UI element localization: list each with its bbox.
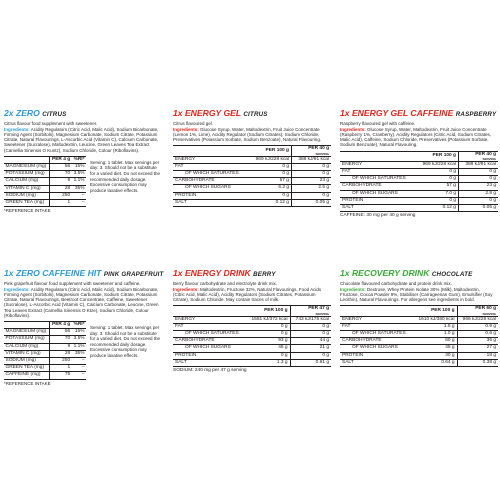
nutrient-value-2: 2.8 g (458, 190, 498, 197)
nutrient-value-2: 21 g (290, 345, 331, 352)
nutrient-value: 1.3 g (246, 359, 290, 366)
nutrient-value-2: 388 kJ/91 kcal (458, 161, 498, 168)
product-energy-gel-citrus (173, 108, 331, 207)
nutrient-value: 9 (49, 178, 71, 185)
nutrient-value: 0 g (249, 192, 292, 199)
nutrient-label: OF WHICH SATURATES (173, 170, 249, 177)
product-zero-citrus (4, 108, 162, 213)
table-row (4, 192, 86, 199)
header-per-serving: PER 40 g SERVING (291, 146, 331, 156)
nutrient-label: OF WHICH SUGARS (173, 185, 249, 192)
table-header (340, 151, 498, 161)
nutrient-value-2: – (72, 192, 86, 199)
table-row (4, 365, 86, 372)
ingredients-list: Acidity Regulators (Citric Acid, Malic Acid), Sodium Bicarbonate, Firming Agent (Sorbitols), Magnesium Carbonate, Sodium Citrate, Potassium Citrate, Natural Flavourings, Beetroot Concentrate, Caffeine, Sweetener (Sucralose), L-Ascorbic Acid (Vitamin C), Calcium Carbonate, Leucine, Green Tea Leaves Extract (Camellia Sinensis O Ktze), Sodium Chloride, Colour (Riboflavins). (4, 286, 159, 318)
table-row (4, 357, 86, 364)
product-energy-gel-caffeine-raspberry (340, 108, 498, 218)
nutrient-value-2: 23 g (291, 178, 331, 185)
nutrient-value: 7.0 g (416, 190, 459, 197)
reference-intake-note: *REFERENCE INTAKE (4, 380, 51, 386)
header-per-serving: PER 47 g SERVING (290, 306, 331, 316)
product-recovery-drink-chocolate (340, 268, 498, 367)
table-row (340, 330, 498, 337)
nutrient-value: 56 (49, 329, 71, 336)
nutrient-value-2: – (72, 357, 86, 364)
product-quantity: 2x (4, 108, 14, 118)
nutrition-rows (340, 316, 498, 366)
product-title (4, 108, 162, 120)
nutrient-value: 75 (49, 372, 71, 379)
table-row (340, 197, 498, 204)
nutrient-value-2: 0.38 g (457, 359, 498, 366)
nutrient-label: ENERGY (173, 316, 246, 323)
nutrient-label: GREEN TEA (mg) (4, 365, 49, 372)
nutrient-value: 0.12 g (249, 199, 292, 206)
nutrient-value: 969 kJ/228 kcal (249, 156, 292, 163)
nutrient-label: OF WHICH SATURATES (340, 176, 416, 183)
nutrition-table (340, 151, 498, 213)
nutrient-label: MAGNESIUM (mg) (4, 329, 49, 336)
product-title (340, 268, 498, 280)
nutrient-label: CAFFEINE (mg) (4, 372, 49, 379)
nutrient-label: MAGNESIUM (mg) (4, 163, 49, 170)
product-name: ENERGY GEL (184, 108, 241, 118)
product-name: ENERGY DRINK (184, 268, 251, 278)
nutrient-label: SODIUM (mg) (4, 192, 49, 199)
table-row (173, 359, 331, 366)
nutrient-label: OF WHICH SUGARS (340, 345, 413, 352)
ingredients-list: Dextrose, Whey Protein Isolate 30% (Milk), Maltodextrin, Fructose, Cocoa Powder 9%, Stabiliser (Carrageenan Gum), Emulsifier (Soy Lecithin), Natural Flavourings. For allergens see ingredients in bold. (340, 286, 493, 303)
product-quantity: 1x (4, 268, 14, 278)
nutrient-label: PROTEIN (340, 352, 413, 359)
ingredients-list: Acidity Regulators (Citric Acid, Malic Acid), Sodium Bicarbonate, Firming Agent (Sorbitols), Magnesium Carbonate, Sodium Citrate, Potassium Citrate, Natural Flavourings, L-Ascorbic Acid (Vitamin C), Calcium Carbonate, Sweetener (Sucralose), Maltodextrin, Leucine, Green Leaves Tea Extract (Camellia Sinensis O Kuntz), Sodium Chloride, Colour (Riboflavins). (4, 126, 159, 153)
ingredients-list: Glucose Syrup, Water, Maltodextrin, Fruit Juice Concentrate (Raspberry 1%, Cranberry), Acidity Regulators (Citric Acid, Sodium Citrates, Malic Acid), Caffeine, Sodium Chloride, Preservatives (Potassium Sorbate, Sodium Benzoate), Natural Flavouring. (340, 126, 492, 148)
product-subname: CAFFEINE (410, 108, 454, 118)
table-row (173, 192, 331, 199)
table-row (173, 330, 331, 337)
nutrient-value: 1 (49, 199, 71, 206)
nutrient-value: 0 g (249, 163, 292, 170)
serving-suggestion: Serving: 1 tablet. Max servings per day: 3. Should not be a substitute for a varied diet. Do not exceed the recommended daily dosage. Excessive consumption may produce laxative effects. (90, 159, 161, 193)
header-per-100g: PER 100 g (416, 151, 459, 161)
table-header (173, 306, 331, 316)
nutrient-value: 60 g (413, 338, 457, 345)
nutrient-value: 1 (49, 365, 71, 372)
nutrient-label: CALCIUM (mg) (4, 178, 49, 185)
nutrient-value: 45 g (246, 345, 290, 352)
nutrient-value: 45 g (413, 345, 457, 352)
product-name: ENERGY GEL (351, 108, 408, 118)
ingredients-text (173, 287, 331, 303)
table-row (340, 176, 498, 183)
product-quantity: 1x (340, 268, 350, 278)
table-row (173, 178, 331, 185)
product-title (173, 268, 331, 280)
table-row (173, 338, 331, 345)
nutrient-label: OF WHICH SUGARS (340, 190, 416, 197)
header-per-serving: PER 4 g (49, 321, 71, 328)
nutrient-value-2: 0.61 g (290, 359, 331, 366)
nutrient-value: 1.5 g (413, 323, 457, 330)
nutrient-value: 0 g (416, 168, 459, 175)
nutrient-label: OF WHICH SATURATES (173, 330, 246, 337)
product-name: ZERO (15, 108, 40, 118)
nutrient-value-2: 44 g (290, 338, 331, 345)
nutrient-label: SALT (340, 204, 416, 211)
table-row (340, 190, 498, 197)
table-row (173, 323, 331, 330)
product-zero-caffeine-hit (4, 268, 162, 386)
ingredients-text (4, 127, 162, 153)
ingredients-label: Ingredients: (4, 126, 30, 132)
nutrient-label: PROTEIN (340, 197, 416, 204)
nutrition-table (340, 305, 498, 367)
nutrient-value-2: 1.1% (73, 343, 85, 349)
nutrient-value-2: 3.5% (73, 336, 85, 342)
product-description: Citrus flavoured gel. (173, 121, 214, 126)
product-title (173, 108, 331, 120)
ingredients-label: Ingredients: (173, 126, 199, 132)
table-header (173, 146, 331, 156)
nutrient-value: 0.64 g (413, 359, 457, 366)
table-row (340, 183, 498, 190)
nutrient-value-2: 0 g (290, 330, 331, 337)
ingredients-text (4, 287, 162, 318)
product-flavour: RASPBERRY (455, 111, 497, 118)
header-ri: %RI* (73, 156, 85, 162)
nutrient-label: SALT (340, 359, 413, 366)
nutrient-label: FAT (173, 323, 246, 330)
product-name: RECOVERY DRINK (351, 268, 430, 278)
nutrient-label: PROTEIN (173, 352, 246, 359)
product-name: ZERO (15, 268, 40, 278)
nutrient-label: GREEN TEA (mg) (4, 199, 49, 206)
nutrient-label: CALCIUM (mg) (4, 343, 49, 350)
mineral-table (4, 321, 86, 380)
table-row (4, 372, 86, 379)
nutrient-label: PROTEIN (173, 192, 249, 199)
header-ri: %RI* (73, 321, 85, 327)
nutrient-label: CARBOHYDRATE (173, 178, 249, 185)
ingredients-list: Maltodextrin, Fructose 32%, Natural Flavourings, Food Acids (Citric Acid, Malic Acid), Acidity Regulators (Sodium Citrates, Potassium Citrate), Sodium Chloride. May contain traces of milk. (173, 286, 322, 303)
nutrient-value: 9 (49, 343, 71, 350)
nutrient-label: FAT (173, 163, 249, 170)
header-per-serving: PER 40 g SERVING (458, 151, 498, 161)
nutrient-value-2: 35% (72, 185, 86, 192)
nutrient-value-2: 0.05 g (458, 204, 498, 211)
product-description: Raspberry flavoured gel with caffeine. (340, 121, 416, 126)
nutrient-label: OF WHICH SUGARS (173, 345, 246, 352)
table-row (340, 161, 498, 168)
sodium-footnote: SODIUM: 240 mg per 47 g serving (173, 367, 247, 373)
table-row (340, 359, 498, 366)
ingredients-text (340, 287, 498, 303)
nutrient-label: CARBOHYDRATE (340, 183, 416, 190)
nutrient-label: VITAMIN C (mg) (4, 350, 49, 357)
header-per-100g: PER 100 g (413, 306, 457, 316)
table-header (340, 306, 498, 316)
table-row (4, 336, 86, 343)
nutrient-value: 56 (49, 163, 71, 170)
table-row (340, 168, 498, 175)
product-flavour: CITRUS (243, 111, 268, 118)
nutrient-value-2: 0 g (458, 197, 498, 204)
table-row (173, 316, 331, 323)
header-per-100g: PER 100 g (249, 146, 292, 156)
nutrient-value-2: 0 g (291, 170, 331, 177)
table-row (340, 338, 498, 345)
nutrient-value-2: 743 kJ/175 kcal (290, 316, 331, 323)
serving-suggestion: Serving: 1 tablet. Max servings per day: 3. Should not be a substitute for a varied diet. Do not exceed the recommended daily dosage. Excessive consumption may produce laxative effects. (90, 324, 161, 358)
nutrient-value: 0 g (246, 352, 290, 359)
table-row (173, 199, 331, 206)
ingredients-text (340, 127, 498, 148)
product-description: Pink grapefruit flavour food supplement with sweetener and caffeine. (4, 281, 141, 286)
nutrient-value: 0 g (249, 170, 292, 177)
nutrient-value-2: 0 g (291, 192, 331, 199)
nutrient-label: POTASSIUM (mg) (4, 336, 49, 343)
nutrient-value: 0 g (416, 197, 459, 204)
nutrient-label: FAT (340, 168, 416, 175)
nutrient-value: 250 (49, 192, 71, 199)
nutrient-value-2: 18 g (457, 352, 498, 359)
nutrient-value-2: 23 g (458, 183, 498, 190)
mineral-table-wrap (4, 156, 162, 207)
nutrient-label: POTASSIUM (mg) (4, 171, 49, 178)
nutrient-value-2: 0 g (290, 323, 331, 330)
nutrient-value: 30 g (413, 352, 457, 359)
nutrient-value-2: 0 g (290, 352, 331, 359)
nutrient-label: ENERGY (340, 316, 413, 323)
product-subname: CAFFEINE HIT (42, 268, 102, 278)
nutrient-value: 1.0 g (413, 330, 457, 337)
product-quantity: 1x (173, 108, 183, 118)
ingredients-label: Ingredients: (340, 126, 366, 132)
nutrient-label: FAT (340, 323, 413, 330)
nutrient-value: 28 (49, 185, 71, 192)
nutrition-rows (340, 161, 498, 211)
nutrient-value: 1581 kJ/372 kcal (246, 316, 290, 323)
table-row (173, 170, 331, 177)
nutrient-value-2: 0.05 g (291, 199, 331, 206)
ingredients-label: Ingredients: (173, 286, 199, 292)
table-row (340, 204, 498, 211)
ingredients-label: Ingredients: (340, 286, 366, 292)
nutrient-value-2: 0 g (458, 176, 498, 183)
product-flavour: CITRUS (42, 111, 67, 118)
table-row (173, 156, 331, 163)
nutrient-value-2: 966 kJ/228 kcal (457, 316, 498, 323)
nutrient-label: ENERGY (173, 156, 249, 163)
nutrient-value-2: 15% (72, 329, 86, 336)
nutrient-value-2: 36 g (457, 338, 498, 345)
ingredients-list: Glucose Syrup, Water, Maltodextrin, Fruit Juice Concentrate (Lemon 1%, Lime), Acidity Regulator (Sodium Citrates), Sodium Chloride, Preservatives (Potassium Sorbate, Sodium Benzoate), Natural Flavouring. (173, 126, 322, 143)
nutrient-label: SALT (173, 199, 249, 206)
product-quantity: 1x (173, 268, 183, 278)
nutrient-value-2: – (72, 199, 86, 206)
nutrient-label: CARBOHYDRATE (340, 338, 413, 345)
table-row (4, 185, 86, 192)
table-row (340, 345, 498, 352)
table-row (340, 323, 498, 330)
nutrient-value: 28 (49, 350, 71, 357)
nutrient-value: 0 g (246, 323, 290, 330)
table-row (173, 352, 331, 359)
mineral-table-wrap (4, 321, 162, 380)
nutrient-value: 6.2 g (249, 185, 292, 192)
nutrient-value: 93 g (246, 338, 290, 345)
product-flavour: CHOCOLATE (431, 271, 473, 278)
nutrient-label: VITAMIN C (mg) (4, 185, 49, 192)
table-row (4, 343, 86, 350)
product-flavour: PINK GRAPEFRUIT (103, 271, 164, 278)
header-per-serving: PER 60 g SERVING (457, 306, 498, 316)
ingredients-text (173, 127, 331, 143)
nutrient-value-2: 15% (72, 163, 86, 170)
nutrient-value: 1610 kJ/380 kcal (413, 316, 457, 323)
table-row (173, 345, 331, 352)
nutrient-value-2: – (72, 365, 86, 372)
product-description: Citrus flavour food supplement with sweetener. (4, 121, 98, 126)
nutrient-value: 0 g (416, 176, 459, 183)
nutrition-table (173, 145, 331, 207)
nutrient-label: OF WHICH SATURATES (340, 330, 413, 337)
nutrient-label: ENERGY (340, 161, 416, 168)
nutrient-value-2: 27 g (457, 345, 498, 352)
nutrient-label: CARBOHYDRATE (173, 338, 246, 345)
nutrient-value: 57 g (416, 183, 459, 190)
ingredients-label: Ingredients: (4, 286, 30, 292)
product-energy-drink-berry (173, 268, 331, 373)
nutrient-value-2: 2.5 g (291, 185, 331, 192)
table-row (173, 185, 331, 192)
nutrient-value-2: 0.6 g (457, 330, 498, 337)
nutrition-table (173, 305, 331, 367)
table-header (4, 321, 86, 328)
product-quantity: 1x (340, 108, 350, 118)
nutrient-label: SALT (173, 359, 246, 366)
product-flavour: BERRY (253, 271, 276, 278)
table-row (4, 329, 86, 336)
nutrient-label: SODIUM (mg) (4, 357, 49, 364)
nutrition-rows (173, 316, 331, 366)
nutrition-rows (173, 156, 331, 206)
nutrient-value: 250 (49, 357, 71, 364)
nutrient-value: 70 (49, 171, 71, 178)
nutrient-value-2: – (72, 372, 86, 379)
mineral-rows (4, 163, 86, 206)
nutrient-value-2: 0 g (458, 168, 498, 175)
table-row (340, 352, 498, 359)
nutrient-value-2: 388 kJ/91 kcal (291, 156, 331, 163)
reference-intake-note: *REFERENCE INTAKE (4, 208, 51, 214)
header-per-100g: PER 100 g (246, 306, 290, 316)
nutrient-value-2: 0.9 g (457, 323, 498, 330)
nutrient-value: 0 g (246, 330, 290, 337)
nutrient-value: 0.12 g (416, 204, 459, 211)
header-per-serving: PER 4 g (49, 156, 71, 163)
nutrient-value: 969 kJ/228 kcal (416, 161, 459, 168)
table-row (4, 178, 86, 185)
table-row (173, 163, 331, 170)
product-description: Chocolate flavoured carbohydrate and protein drink mix. (340, 281, 452, 286)
mineral-rows (4, 329, 86, 379)
nutrient-value-2: 1.1% (73, 178, 85, 184)
table-row (4, 199, 86, 206)
table-row (4, 350, 86, 357)
product-title (340, 108, 498, 120)
nutrient-value: 57 g (249, 178, 292, 185)
nutrient-value: 70 (49, 336, 71, 343)
nutrient-value-2: 35% (72, 350, 86, 357)
table-row (4, 171, 86, 178)
table-row (4, 163, 86, 170)
mineral-table (4, 156, 86, 207)
product-description: Berry flavour carbohydrate and electrolyte drink mix. (173, 281, 278, 286)
table-row (340, 316, 498, 323)
nutrient-value-2: 3.5% (73, 171, 85, 177)
product-title (4, 268, 162, 280)
caffeine-footnote: CAFFEINE: 30 mg per 40 g serving (340, 213, 416, 219)
nutrient-value-2: 0 g (291, 163, 331, 170)
table-header (4, 156, 86, 163)
